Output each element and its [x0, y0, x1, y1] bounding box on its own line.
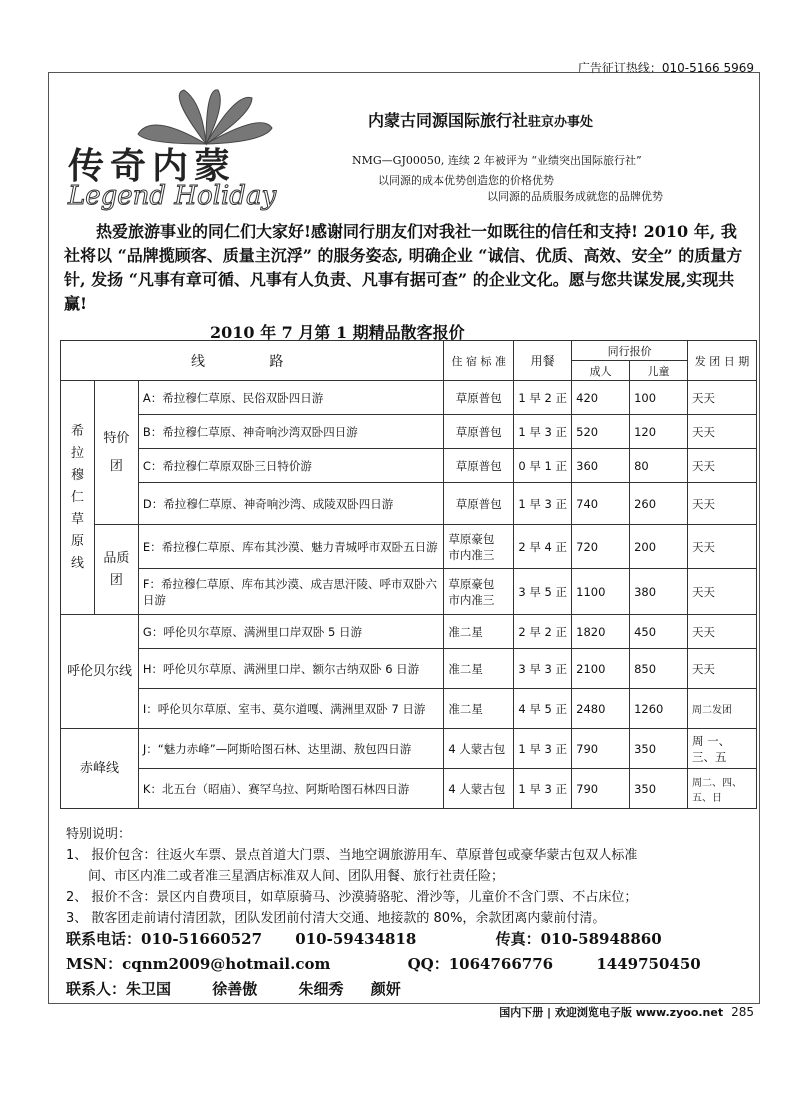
msn-address: cqnm2009@hotmail.com	[122, 955, 331, 973]
qq-label: QQ：	[407, 955, 449, 973]
group-chifeng: 赤峰线	[61, 729, 139, 809]
departure-cell: 周二、四、五、日	[688, 769, 757, 809]
meals-cell: 3 早 3 正	[514, 649, 572, 689]
price-table-title: 2010 年 7 月第 1 期精品散客报价	[210, 323, 465, 342]
lodging-cell: 准二星	[444, 615, 514, 649]
note-1-cont: 间、市区内准二或者准三星酒店标准双人间、团队用餐、旅行社责任险；	[88, 869, 505, 884]
adult-price-cell: 2100	[572, 649, 630, 689]
departure-cell: 天天	[688, 415, 757, 449]
phone-2: 010-59434818	[295, 930, 417, 948]
agency-name: 内蒙古同源国际旅行社驻京办事处	[368, 111, 594, 130]
phone-label: 联系电话：	[66, 930, 142, 948]
child-price-cell: 200	[630, 525, 688, 569]
route-cell: F：希拉穆仁草原、库布其沙漠、成吉思汗陵、呼市双卧六日游	[138, 569, 443, 615]
adult-price-cell: 1820	[572, 615, 630, 649]
meals-cell: 1 早 3 正	[514, 729, 572, 769]
contact-person-line	[66, 978, 401, 999]
header-row	[61, 341, 757, 361]
qq-1: 1064766776	[448, 955, 554, 973]
table-row	[61, 729, 757, 769]
route-cell: K：北五台（昭庙）、赛罕乌拉、阿斯哈图石林四日游	[138, 769, 443, 809]
departure-cell: 天天	[688, 449, 757, 483]
child-price-cell: 100	[630, 381, 688, 415]
agency-office: 驻京办事处	[528, 115, 594, 130]
route-cell: J：“魅力赤峰”—阿斯哈图石林、达里湖、敖包四日游	[138, 729, 443, 769]
departure-cell: 天天	[688, 483, 757, 525]
route-cell: C：希拉穆仁草原双卧三日特价游	[138, 449, 443, 483]
table-row	[61, 615, 757, 649]
lodging-cell: 4 人蒙古包	[444, 769, 514, 809]
table-row	[61, 381, 757, 415]
child-price-cell: 850	[630, 649, 688, 689]
group-pinzhi: 品质团	[94, 525, 138, 615]
lodging-cell: 4 人蒙古包	[444, 729, 514, 769]
route-cell: B：希拉穆仁草原、神奇响沙湾双卧四日游	[138, 415, 443, 449]
meals-cell: 0 早 1 正	[514, 449, 572, 483]
header-departure: 发 团 日 期	[688, 341, 757, 381]
logo-english: Legend Holiday	[68, 181, 277, 211]
meals-cell: 1 早 3 正	[514, 483, 572, 525]
lodging-cell: 草原普包	[444, 381, 514, 415]
note-3: 3、 散客团走前请付清团款，团队发团前付清大交通、地接款的 80%，余款团离内蒙前付清。	[66, 911, 606, 926]
group-hulunbeier: 呼伦贝尔线	[61, 615, 139, 729]
fax-number: 010-58948860	[540, 930, 662, 948]
lodging-cell: 草原普包	[444, 415, 514, 449]
msn-label: MSN：	[66, 955, 123, 973]
ad-hotline: 广告征订热线：010-5166 5969	[577, 61, 754, 75]
departure-cell: 天天	[688, 649, 757, 689]
company-logo	[56, 82, 356, 212]
departure-cell: 周 一、三、五	[688, 729, 757, 769]
table-row	[61, 649, 757, 689]
child-price-cell: 260	[630, 483, 688, 525]
route-cell: E：希拉穆仁草原、库布其沙漠、魅力青城呼市双卧五日游	[138, 525, 443, 569]
lodging-cell: 草原普包	[444, 449, 514, 483]
person-3: 朱细秀	[298, 980, 344, 998]
meals-cell: 2 早 4 正	[514, 525, 572, 569]
adult-price-cell: 1100	[572, 569, 630, 615]
header-lodging: 住 宿 标 准	[444, 341, 514, 381]
route-cell: A：希拉穆仁草原、民俗双卧四日游	[138, 381, 443, 415]
lodging-cell: 草原豪包 市内准三	[444, 569, 514, 615]
special-notes	[66, 824, 756, 929]
meals-cell: 1 早 3 正	[514, 769, 572, 809]
table-row	[61, 769, 757, 809]
group-tejia: 特价团	[94, 381, 138, 525]
contact-phone-line	[66, 928, 662, 949]
departure-cell: 天天	[688, 569, 757, 615]
child-price-cell: 380	[630, 569, 688, 615]
footer-section: 国内下册 | 欢迎浏览电子版 www.zyoo.net	[499, 1006, 724, 1019]
lodging-cell: 准二星	[444, 649, 514, 689]
header-meals: 用餐	[514, 341, 572, 381]
route-cell: D：希拉穆仁草原、神奇响沙湾、成陵双卧四日游	[138, 483, 443, 525]
meals-cell: 2 早 2 正	[514, 615, 572, 649]
table-row	[61, 415, 757, 449]
adult-price-cell: 790	[572, 729, 630, 769]
meals-cell: 3 早 5 正	[514, 569, 572, 615]
adult-price-cell: 740	[572, 483, 630, 525]
fax-label: 传真：	[495, 930, 541, 948]
departure-cell: 天天	[688, 525, 757, 569]
child-price-cell: 1260	[630, 689, 688, 729]
person-4: 颜妍	[370, 980, 401, 998]
contact-msn-line	[66, 953, 701, 974]
intro-text: 热爱旅游事业的同仁们大家好!感谢同行朋友们对我社一如既往的信任和支持! 2010 年, 我社将以 “品牌揽顾客、质量主沉浮” 的服务姿态, 明确企业 “诚信、优质、高效、安全” 的质量方针, 发扬 “凡事有章可循、凡事有人负责、凡事有据可查” 的企业文化。愿与您共谋发展,实现共赢!	[64, 222, 743, 313]
meals-cell: 1 早 3 正	[514, 415, 572, 449]
adult-price-cell: 420	[572, 381, 630, 415]
route-cell: I：呼伦贝尔草原、室韦、莫尔道嘎、满洲里双卧 7 日游	[138, 689, 443, 729]
table-row	[61, 525, 757, 569]
child-price-cell: 350	[630, 769, 688, 809]
departure-cell: 周二发团	[688, 689, 757, 729]
note-2: 2、 报价不含：景区内自费项目，如草原骑马、沙漠骑骆驼、滑沙等，儿童价不含门票、不占床位；	[66, 890, 638, 905]
person-1: 朱卫国	[126, 980, 172, 998]
table-row	[61, 689, 757, 729]
departure-cell: 天天	[688, 615, 757, 649]
meals-cell: 1 早 2 正	[514, 381, 572, 415]
child-price-cell: 80	[630, 449, 688, 483]
slogan-price: 以同源的成本优势创造您的价格优势	[378, 174, 554, 187]
table-row	[61, 569, 757, 615]
page-footer	[499, 1004, 754, 1020]
note-1: 1、 报价包含：往返火车票、景点首道大门票、当地空调旅游用车、草原普包或豪华蒙古包双人标准	[66, 848, 638, 863]
group-xilamuren: 希拉穆仁草原线	[61, 381, 95, 615]
header-adult: 成人	[572, 361, 630, 381]
departure-cell: 天天	[688, 381, 757, 415]
person-2: 徐善傲	[212, 980, 258, 998]
header-route: 线 路	[61, 341, 444, 381]
slogan-quality: 以同源的品质服务成就您的品牌优势	[487, 190, 663, 203]
person-label: 联系人：	[66, 980, 127, 998]
price-table	[60, 340, 757, 809]
adult-price-cell: 2480	[572, 689, 630, 729]
route-cell: H：呼伦贝尔草原、满洲里口岸、额尔古纳双卧 6 日游	[138, 649, 443, 689]
lodging-cell: 准二星	[444, 689, 514, 729]
table-row	[61, 483, 757, 525]
table-row	[61, 449, 757, 483]
meals-cell: 4 早 5 正	[514, 689, 572, 729]
agency-cert: NMG—GJ00050, 连续 2 年被评为 “业绩突出国际旅行社”	[352, 154, 642, 167]
child-price-cell: 450	[630, 615, 688, 649]
qq-2: 1449750450	[596, 955, 701, 973]
child-price-cell: 120	[630, 415, 688, 449]
route-cell: G：呼伦贝尔草原、满洲里口岸双卧 5 日游	[138, 615, 443, 649]
logo-chinese: 传奇内蒙	[68, 145, 237, 187]
phone-1: 010-51660527	[141, 930, 263, 948]
header-peer-price: 同行报价	[572, 341, 688, 361]
page-number: 285	[731, 1005, 754, 1019]
adult-price-cell: 720	[572, 525, 630, 569]
adult-price-cell: 520	[572, 415, 630, 449]
header-child: 儿童	[630, 361, 688, 381]
child-price-cell: 350	[630, 729, 688, 769]
lodging-cell: 草原豪包 市内准三	[444, 525, 514, 569]
notes-title: 特别说明：	[66, 827, 132, 842]
lodging-cell: 草原普包	[444, 483, 514, 525]
adult-price-cell: 360	[572, 449, 630, 483]
adult-price-cell: 790	[572, 769, 630, 809]
